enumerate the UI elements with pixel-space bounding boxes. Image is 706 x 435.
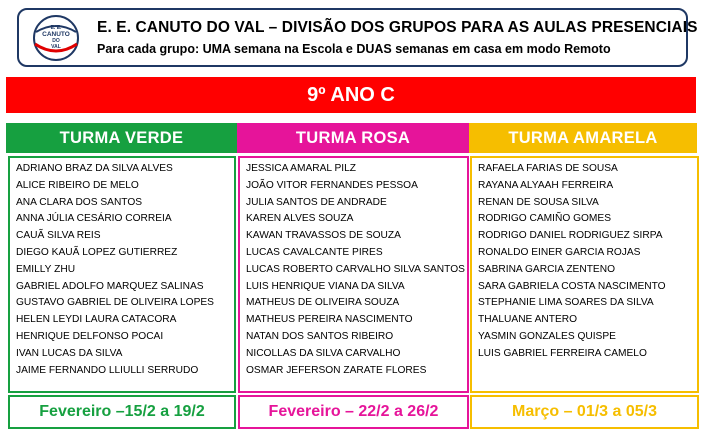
student-name: YASMIN GONZALES QUISPE	[478, 330, 616, 342]
student-name: THALUANE ANTERO	[478, 314, 578, 326]
student-list-amarela	[470, 156, 699, 393]
student-list	[10, 158, 234, 379]
document-title: E. E. CANUTO DO VAL – DIVISÃO DOS GRUPOS PARA AS AULAS PRESENCIAIS	[97, 19, 698, 36]
group-header-rosa: TURMA ROSA	[237, 123, 469, 153]
student-name: JULIA SANTOS DE ANDRADE	[246, 196, 387, 208]
student-name: IVAN LUCAS DA SILVA	[16, 347, 123, 359]
student-name: STEPHANIE LIMA SOARES DA SILVA	[478, 297, 654, 309]
student-name: NICOLLAS DA SILVA CARVALHO	[246, 347, 401, 359]
student-name: RODRIGO DANIEL RODRIGUEZ SIRPA	[478, 230, 663, 242]
student-name: SABRINA GARCIA ZENTENO	[478, 263, 615, 275]
student-name: HENRIQUE DELFONSO POCAI	[16, 330, 164, 342]
student-name: MATHEUS PEREIRA NASCIMENTO	[246, 314, 413, 326]
student-name: NATAN DOS SANTOS RIBEIRO	[246, 330, 394, 342]
logo-text-line3: DO	[52, 38, 60, 44]
student-list-rosa	[238, 156, 469, 393]
student-name: SARA GABRIELA COSTA NASCIMENTO	[478, 280, 666, 292]
student-name: KAREN ALVES SOUZA	[246, 213, 354, 225]
student-list	[240, 158, 467, 379]
student-name: RENAN DE SOUSA SILVA	[478, 196, 599, 208]
student-name: LUIS HENRIQUE VIANA DA SILVA	[246, 280, 405, 292]
student-name: RAYANA ALYAAH FERREIRA	[478, 179, 614, 191]
student-name: ALICE RIBEIRO DE MELO	[16, 179, 139, 191]
school-logo-emblem	[31, 14, 81, 62]
student-name: LUCAS CAVALCANTE PIRES	[246, 246, 383, 258]
student-name: JESSICA AMARAL PILZ	[246, 163, 357, 174]
student-name: DIEGO KAUÃ LOPEZ GUTIERREZ	[16, 246, 178, 258]
student-list-verde	[8, 156, 236, 393]
document-header	[17, 8, 698, 67]
period-verde: Fevereiro –15/2 a 19/2	[8, 395, 236, 429]
logo-text-line2: CANUTO	[42, 31, 70, 38]
student-name: EMILLY ZHU	[16, 263, 76, 275]
logo-text-line4: VAL	[51, 44, 61, 50]
period-rosa: Fevereiro – 22/2 a 26/2	[238, 395, 469, 429]
period-amarela: Março – 01/3 a 05/3	[470, 395, 699, 429]
student-list	[472, 158, 697, 363]
student-name: OSMAR JEFERSON ZARATE FLORES	[246, 364, 427, 376]
student-name: RAFAELA FARIAS DE SOUSA	[478, 163, 618, 174]
class-title-banner: 9º ANO C	[6, 77, 696, 113]
student-name: MATHEUS DE OLIVEIRA SOUZA	[246, 297, 400, 309]
student-name: CAUÃ SILVA REIS	[16, 230, 101, 242]
student-name: ADRIANO BRAZ DA SILVA ALVES	[16, 163, 173, 174]
student-name: GABRIEL ADOLFO MARQUEZ SALINAS	[16, 280, 204, 292]
group-header-amarela: TURMA AMARELA	[469, 123, 697, 153]
student-name: LUCAS ROBERTO CARVALHO SILVA SANTOS	[246, 263, 465, 275]
logo-text-line1: E. E.	[50, 25, 62, 31]
student-name: RONALDO EINER GARCIA ROJAS	[478, 246, 641, 258]
school-logo	[31, 14, 81, 62]
student-name: JOÃO VITOR FERNANDES PESSOA	[246, 179, 418, 191]
student-name: KAWAN TRAVASSOS DE SOUZA	[246, 230, 401, 242]
student-name: ANNA JÚLIA CESÁRIO CORREIA	[16, 213, 172, 225]
student-name: JAIME FERNANDO LLIULLI SERRUDO	[16, 364, 199, 376]
student-name: GUSTAVO GABRIEL DE OLIVEIRA LOPES	[16, 297, 214, 309]
student-name: RODRIGO CAMIÑO GOMES	[478, 213, 612, 225]
group-header-verde: TURMA VERDE	[6, 123, 237, 153]
document-subtitle: Para cada grupo: UMA semana na Escola e DUAS semanas em casa em modo Remoto	[97, 42, 611, 56]
student-name: HELEN LEYDI LAURA CATACORA	[16, 314, 177, 326]
student-name: LUIS GABRIEL FERREIRA CAMELO	[478, 347, 647, 359]
student-name: ANA CLARA DOS SANTOS	[16, 196, 143, 208]
